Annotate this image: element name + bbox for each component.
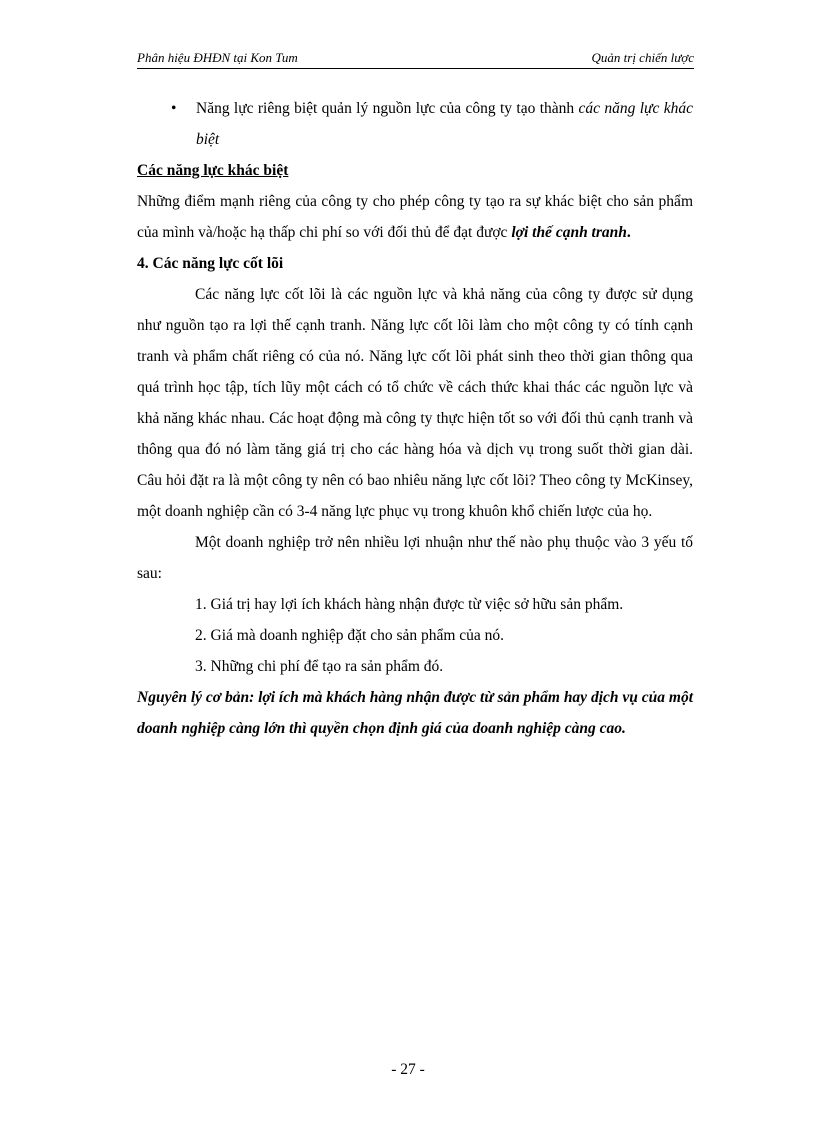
bullet-item: [137, 93, 693, 155]
page-header: [137, 50, 694, 69]
core-competencies-heading: 4. Các năng lực cốt lõi: [137, 255, 284, 272]
list-item: 1. Giá trị hay lợi ích khách hàng nhận được từ việc sở hữu sản phẩm.: [195, 596, 624, 613]
list-item: 2. Giá mà doanh nghiệp đặt cho sản phẩm của nó.: [195, 627, 505, 644]
bullet-text: Năng lực riêng biệt quản lý nguồn lực của công ty tạo thành: [196, 100, 579, 117]
core-paragraph-2: Một doanh nghiệp trở nên nhiều lợi nhuận như thế nào phụ thuộc vào 3 yếu tố sau:: [137, 534, 693, 582]
core-paragraph-1: Các năng lực cốt lõi là các nguồn lực và khả năng của công ty được sử dụng như nguồn tạo ra lợi thế cạnh tranh. Năng lực cốt lõi làm cho một công ty có tính cạnh tranh và phẩm chất riêng có của nó. Năng lực cốt lõi phát sinh theo thời gian thông qua quá trình học tập, tích lũy một cách có tổ chức về cách thức khai thác các nguồn lực và khả năng khác nhau. Các hoạt động mà công ty thực hiện tốt so với đối thủ cạnh tranh và thông qua đó nó làm tăng giá trị cho các hàng hóa và dịch vụ trong suốt thời gian dài. Câu hỏi đặt ra là một công ty nên có bao nhiêu năng lực cốt lõi? Theo công ty McKinsey, một doanh nghiệp cần có 3-4 năng lực phục vụ trong khuôn khổ chiến lược của họ.: [137, 286, 693, 520]
distinct-competencies-paragraph: [137, 186, 693, 248]
header-left: Phân hiệu ĐHĐN tại Kon Tum: [137, 50, 298, 65]
list-item: 3. Những chi phí để tạo ra sản phẩm đó.: [195, 658, 444, 675]
bullet-emphasis: các năng lực khác biệt: [196, 100, 693, 148]
principle-statement: Nguyên lý cơ bản: lợi ích mà khách hàng nhận được từ sản phẩm hay dịch vụ của một doanh nghiệp càng lớn thì quyền chọn định giá của doanh nghiệp càng cao.: [137, 689, 693, 737]
page-number: - 27 -: [391, 1061, 425, 1078]
distinct-end: .: [626, 224, 631, 241]
distinct-emphasis: lợi thế cạnh tranh: [511, 224, 627, 241]
distinct-competencies-heading: Các năng lực khác biệt: [137, 162, 289, 179]
header-right: Quản trị chiến lược: [591, 50, 694, 65]
body-text: [137, 93, 693, 744]
bullet-symbol: •: [171, 100, 177, 117]
distinct-text: Những điểm mạnh riêng của công ty cho phép công ty tạo ra sự khác biệt cho sản phẩm của mình và/hoặc hạ thấp chi phí so với đối thủ để đạt được: [137, 193, 693, 241]
